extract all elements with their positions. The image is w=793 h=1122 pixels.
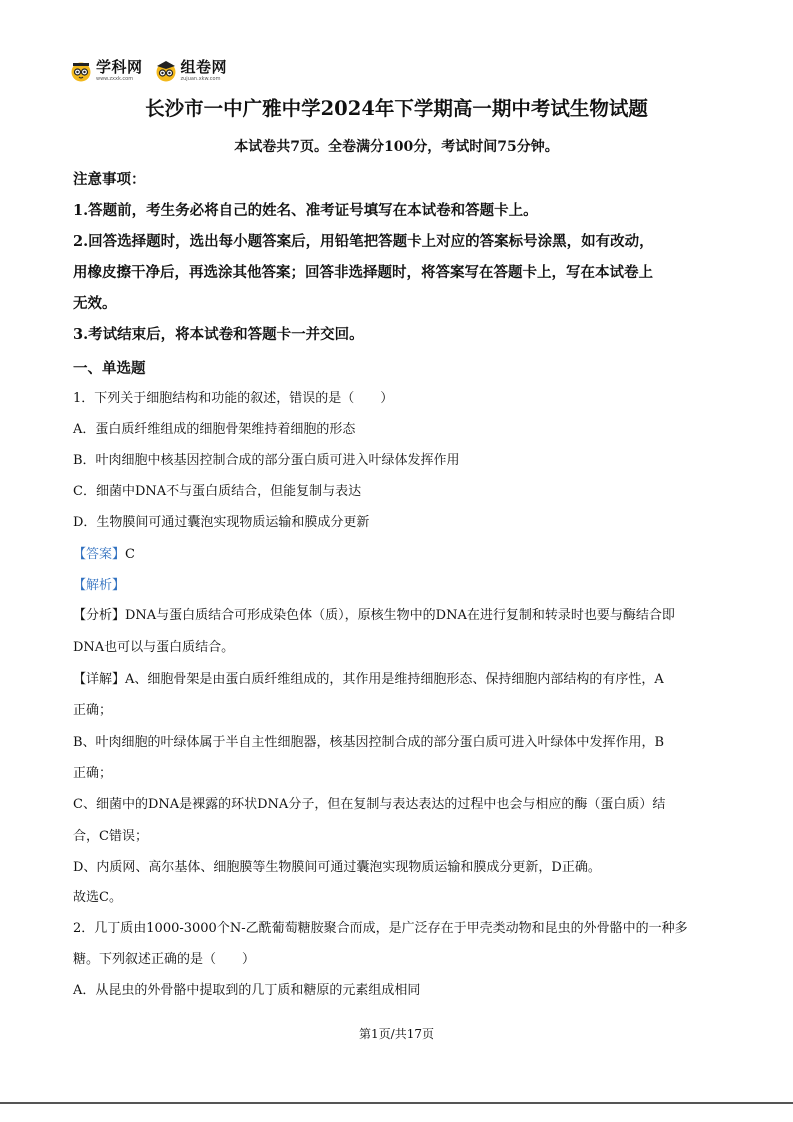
question-stem: 2．几丁质由1000-3000个N-乙酰葡萄糖胺聚合而成，是广泛存在于甲壳类动物和昆虫的外骨骼中的一种多	[73, 921, 688, 936]
answer-line	[73, 543, 135, 562]
analysis-tag: 【解析】	[73, 578, 126, 593]
analysis-line: 合，C错误；	[73, 829, 148, 844]
notice-line: 3.考试结束后，将本试卷和答题卡一并交回。	[73, 326, 364, 343]
question-stem: 糖。下列叙述正确的是（ ）	[73, 952, 256, 967]
analysis-line: D、内质网、高尔基体、细胞膜等生物膜间可通过囊泡实现物质运输和膜成分更新，D正确。	[73, 860, 601, 875]
analysis-line: 正确；	[73, 703, 113, 718]
question-option: A．从昆虫的外骨骼中提取到的几丁质和糖原的元素组成相同	[73, 983, 421, 998]
page-number: 第1页/共17页	[359, 1027, 434, 1041]
notice-heading: 注意事项：	[73, 171, 146, 188]
logo-name: 组卷网	[180, 58, 228, 76]
owl-logo-icon	[70, 60, 92, 82]
logo-name: 学科网	[96, 58, 143, 76]
bottom-divider	[0, 1102, 793, 1104]
section-title: 一、单选题	[73, 360, 146, 377]
analysis-line: C、细菌中的DNA是裸露的环状DNA分子，但在复制与表达表达的过程中也会与相应的酶（蛋白质）结	[73, 797, 666, 812]
notice-line: 无效。	[73, 295, 117, 312]
owl-logo-icon	[155, 60, 177, 82]
logo-zujuanwang	[155, 60, 228, 82]
logo-bar	[70, 58, 227, 84]
analysis-line: 【详解】A、细胞骨架是由蛋白质纤维组成的，其作用是维持细胞形态、保持细胞内部结构的有序性，A	[73, 672, 664, 687]
question-option: D．生物膜间可通过囊泡实现物质运输和膜成分更新	[73, 515, 370, 530]
analysis-line: 【分析】DNA与蛋白质结合可形成染色体（质），原核生物中的DNA在进行复制和转录时也要与酶结合即	[73, 608, 675, 623]
question-option: B．叶肉细胞中核基因控制合成的部分蛋白质可进入叶绿体发挥作用	[73, 453, 460, 468]
analysis-line: DNA也可以与蛋白质结合。	[73, 640, 235, 655]
answer-tag: 【答案】	[73, 547, 126, 562]
analysis-line: 故选C。	[73, 890, 122, 905]
notice-line: 2.回答选择题时，选出每小题答案后，用铅笔把答题卡上对应的答案标号涂黑，如有改动，	[73, 233, 654, 250]
logo-url: www.zxxk.com	[96, 76, 134, 82]
notice-line: 1.答题前，考生务必将自己的姓名、准考证号填写在本试卷和答题卡上。	[73, 202, 538, 219]
analysis-line: 正确；	[73, 766, 113, 781]
answer-value: C	[125, 547, 135, 562]
question-stem: 1．下列关于细胞结构和功能的叙述，错误的是（ ）	[73, 391, 394, 406]
question-option: C．细菌中DNA不与蛋白质结合，但能复制与表达	[73, 484, 362, 499]
page-title: 长沙市一中广雅中学2024年下学期高一期中考试生物试题	[145, 97, 648, 120]
logo-url: zujuan.xkw.com	[180, 76, 221, 82]
notice-line: 用橡皮擦干净后，再选涂其他答案；回答非选择题时，将答案写在答题卡上，写在本试卷上	[73, 264, 653, 281]
analysis-line: B、叶肉细胞的叶绿体属于半自主性细胞器，核基因控制合成的部分蛋白质可进入叶绿体中发挥作用，B	[73, 735, 665, 750]
page-subtitle: 本试卷共7页。全卷满分100分，考试时间75分钟。	[234, 139, 559, 155]
question-option: A．蛋白质纤维组成的细胞骨架维持着细胞的形态	[73, 422, 356, 437]
logo-xuekewang	[70, 60, 143, 82]
